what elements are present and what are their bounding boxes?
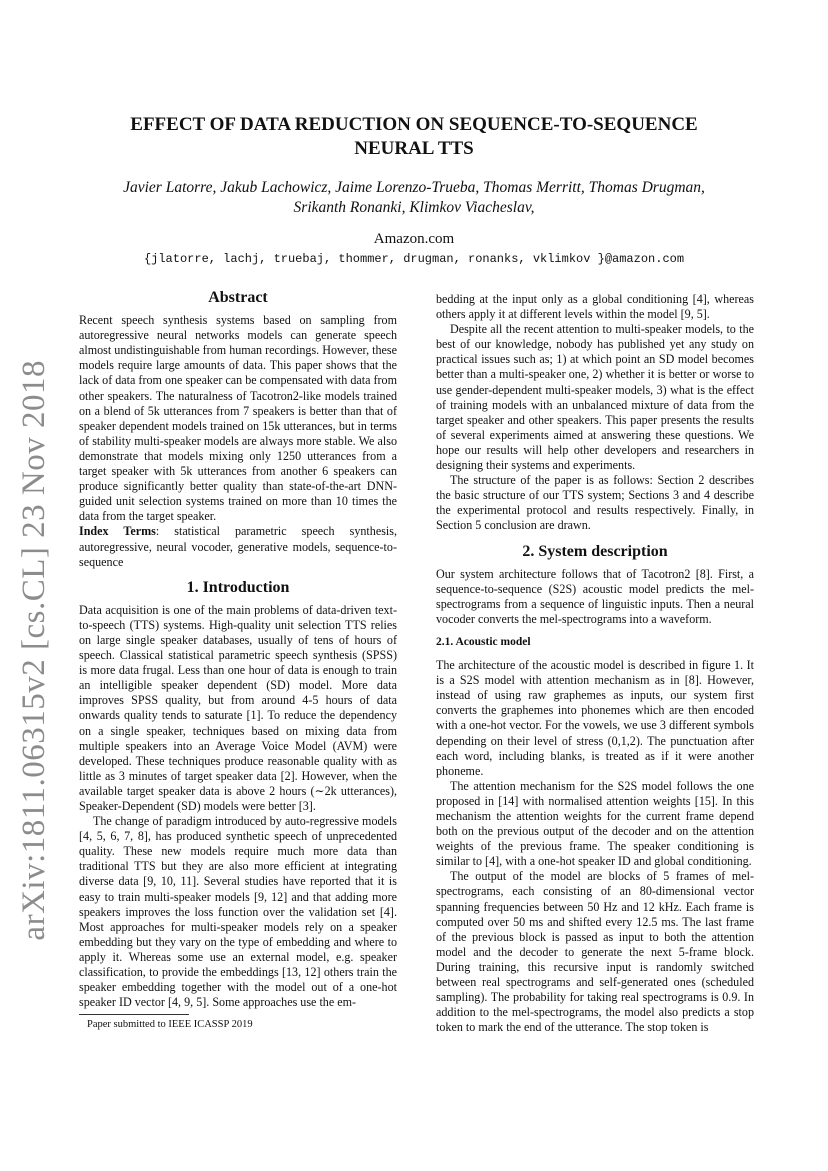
authors-line-2: Srikanth Ronanki, Klimkov Viacheslav, — [293, 199, 535, 216]
index-terms-label: Index Terms — [79, 524, 156, 539]
footnote: Paper submitted to IEEE ICASSP 2019 — [87, 1019, 253, 1030]
title-line-1: EFFECT OF DATA REDUCTION ON SEQUENCE-TO-SEQUENCE — [130, 114, 698, 135]
intro-paragraph-1: Data acquisition is one of the main problems of data-driven text-to-speech (TTS) systems. High-quality unit selection TTS relies on large single speaker databases, usually of tens of hours of speech. Classical statistical parametric speech synthesis (SPSS) is more data frugal. Less than one hour of data is enough to train an intelligible speaker dependent (SD) model. More data improves SPSS quality, but from around 4-5 hours of data onwards quality tends to saturate [1]. To reduce the dependency on a single speaker, techniques based on mixing data from multiple speakers into an Average Voice Model (AVM) were developed. These techniques produce reasonable quality with as little as 3 minutes of target speaker data [2]. However, when the available target speaker data is above 2 hours (∼2k utterances), Speaker-Dependent (SD) models were better [3]. — [79, 602, 397, 813]
acoustic-paragraph-3: The output of the model are blocks of 5 frames of mel-spectrograms, each consisting of an 80-dimensional vector spanning frequencies between 50 Hz and 12 kHz. Each frame is computed over 50 ms and shifted every 12.5 ms. The last frame of the previous block is passed as input to both the attention model and the decoder to generate the next 5-frame block. During training, this recursive input is randomly switched between real spectrograms and self-generated ones (scheduled sampling). The probability for taking real spectrograms is 0.9. In addition to the mel-spectrograms, the model also predicts a stop token to mark the end of the utterance. The stop token is — [436, 869, 754, 1035]
author-list — [80, 178, 748, 218]
right-paragraph-1: bedding at the input only as a global conditioning [4], whereas others apply it at different levels within the model [9, 5]. — [436, 292, 754, 322]
abstract-body: Recent speech synthesis systems based on sampling from autoregressive neural networks models can generate speech almost undistinguishable from human recordings. However, these models require large amounts of data. This paper shows that the lack of data from one speaker can be compensated with data from other speakers. The naturalness of Tacotron2-like models trained on a blend of 5k utterances from 7 speakers is better than that of speaker dependent models trained on 15k utterances, but in terms of stability multi-speaker models are always more stable. We also demonstrate that models mixing only 1250 utterances from a target speaker with 5k utterances from another 6 speakers can produce significantly better quality than state-of-the-art DNN-guided unit selection systems trained on more than 10 times the data from the target speaker. — [79, 313, 397, 524]
index-terms-text: : statistical parametric speech synthesis, autoregressive, neural vocoder, generative models, sequence-to-sequence — [79, 524, 397, 569]
left-column — [79, 290, 397, 1010]
right-paragraph-2: Despite all the recent attention to multi-speaker models, to the best of our knowledge, nobody has published yet any study on practical issues such as; 1) at which point an SD model becomes better than a multi-speaker one, 2) whether it is better or worse to use gender-dependent multi-speaker models, 3) what is the effect of training models with an unbalanced mixture of data from the target speaker and other speakers. This paper presents the results of several experiments aimed at answering these questions. We hope our results will help other developers and researchers in designing their systems and experiments. — [436, 322, 754, 473]
acoustic-model-heading: 2.1. Acoustic model — [436, 635, 531, 648]
index-terms — [79, 524, 397, 569]
right-column — [436, 292, 754, 1035]
title-line-2: NEURAL TTS — [354, 138, 474, 159]
author-emails: {jlatorre, lachj, truebaj, thommer, drugman, ronanks, vklimkov }@amazon.com — [143, 252, 685, 266]
paper-title — [80, 113, 748, 161]
acoustic-paragraph-2: The attention mechanism for the S2S model follows the one proposed in [14] with normalised attention weights [15]. In this mechanism the attention weights for the current frame depend both on the previous output of the decoder and on the attention weights of the previous frame. The speaker conditioning is similar to [4], with a one-hot speaker ID and global conditioning. — [436, 778, 754, 869]
introduction-heading: 1. Introduction — [186, 578, 290, 596]
abstract-heading: Abstract — [208, 289, 268, 306]
system-description-heading: 2. System description — [522, 542, 668, 560]
affiliation: Amazon.com — [373, 231, 455, 247]
system-paragraph-1: Our system architecture follows that of Tacotron2 [8]. First, a sequence-to-sequence (S2S) acoustic model predicts the mel-spectrograms from a sequence of linguistic inputs. Then a neural vocoder converts the mel-spectrograms into a waveform. — [436, 566, 754, 626]
arxiv-identifier: arXiv:1811.06315v2 [cs.CL] 23 Nov 2018 — [16, 360, 52, 941]
footnote-divider — [79, 1014, 189, 1015]
acoustic-paragraph-1: The architecture of the acoustic model is described in figure 1. It is a S2S model with attention mechanism as in [8]. However, instead of using raw graphemes as inputs, our system first converts the graphemes into phonemes which are then encoded with a one-hot vector. For the vowels, we use 3 different symbols depending on their level of stress (0,1,2). The punctuation after each word, including blanks, is treated as if it were another phoneme. — [436, 658, 754, 778]
intro-paragraph-2: The change of paradigm introduced by auto-regressive models [4, 5, 6, 7, 8], has produced synthetic speech of unprecedented quality. These new models require much more data than traditional TTS but they are also more efficient at integrating diverse data [9, 10, 11]. Several studies have reported that it is easy to train multi-speaker models [9, 12] and that adding more speakers improves the loss function over the validation set [4]. Most approaches for multi-speaker models rely on a speaker embedding but they vary on the type of embedding and where to apply it. Whereas some use an external model, e.g. speaker classification, to provide the embeddings [13, 12] others train the speaker embedding together with the model out of a one-hot speaker ID vector [4, 9, 5]. Some approaches use the em- — [79, 814, 397, 1010]
authors-line-1: Javier Latorre, Jakub Lachowicz, Jaime Lorenzo-Trueba, Thomas Merritt, Thomas Drugman, — [123, 179, 705, 196]
right-paragraph-3: The structure of the paper is as follows: Section 2 describes the basic structure of our TTS system; Sections 3 and 4 describe the experimental protocol and results respectively. Finally, in Section 5 conclusion are drawn. — [436, 473, 754, 533]
